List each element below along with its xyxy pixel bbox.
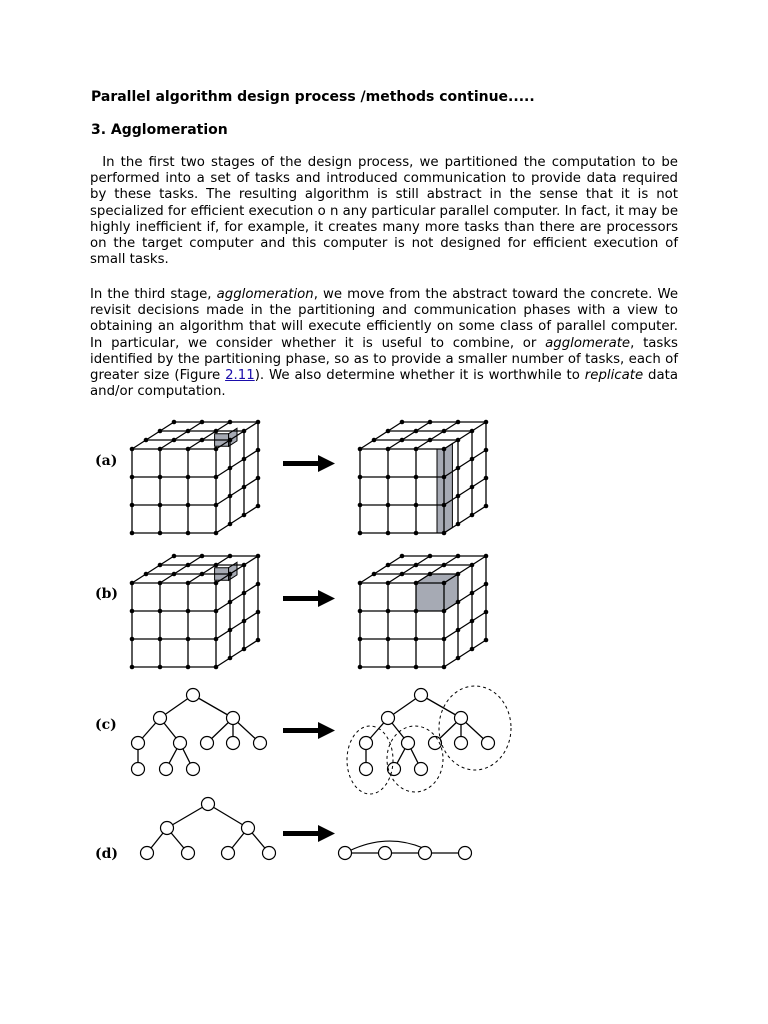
tree-node <box>202 798 215 811</box>
grid-node <box>484 504 489 509</box>
edge <box>216 496 230 505</box>
grid-node <box>186 563 191 568</box>
grid-node <box>186 429 191 434</box>
grid-node <box>214 475 219 480</box>
grid-node <box>386 609 391 614</box>
cube-b-left <box>130 554 261 670</box>
paragraph-text: In the third stage, <box>90 287 217 302</box>
figure-label-b: (b) <box>95 586 119 602</box>
arrow-right-icon <box>283 590 335 607</box>
grid-node <box>358 447 363 452</box>
grid-node <box>130 581 135 586</box>
edge <box>230 459 244 468</box>
grid-node <box>228 572 233 577</box>
grid-node <box>214 609 219 614</box>
paragraph-text: data and/or computation. <box>90 368 678 400</box>
grid-node <box>456 438 461 443</box>
grid-node <box>228 438 233 443</box>
grid-node <box>172 554 177 559</box>
cluster-outline <box>387 726 443 792</box>
grid-node <box>186 503 191 508</box>
grid-node <box>484 476 489 481</box>
grid-node <box>372 572 377 577</box>
grid-node <box>130 503 135 508</box>
tree-node <box>415 689 428 702</box>
grid-node <box>186 665 191 670</box>
figure-label-c: (c) <box>95 717 117 733</box>
edge <box>388 574 402 583</box>
edge <box>230 621 244 630</box>
tree-node <box>415 763 428 776</box>
grid-node <box>442 665 447 670</box>
grid-node <box>242 647 247 652</box>
shaded-block-front <box>416 583 444 611</box>
edge <box>416 422 430 431</box>
grid-node <box>256 504 261 509</box>
grid-node <box>442 581 447 586</box>
edge <box>188 422 202 431</box>
edge <box>472 450 486 459</box>
edge <box>458 487 472 496</box>
grid-node <box>228 466 233 471</box>
edge <box>244 478 258 487</box>
grid-node <box>428 420 433 425</box>
grid-node <box>200 420 205 425</box>
tree-node <box>419 847 432 860</box>
grid-node <box>414 637 419 642</box>
grid-node <box>256 554 261 559</box>
grid-node <box>228 628 233 633</box>
grid-node <box>256 582 261 587</box>
grid-node <box>214 581 219 586</box>
grid-node <box>484 582 489 587</box>
edge <box>388 440 402 449</box>
grid-node <box>386 503 391 508</box>
grid-node <box>186 581 191 586</box>
edge <box>216 630 230 639</box>
edge <box>360 440 374 449</box>
edge <box>388 556 402 565</box>
grid-node <box>400 420 405 425</box>
grid-node <box>130 637 135 642</box>
shaded-column-front <box>437 449 444 533</box>
grid-node <box>442 563 447 568</box>
term-agglomerate: agglomerate <box>545 335 631 351</box>
grid-node <box>130 665 135 670</box>
edge <box>216 422 230 431</box>
grid-node <box>386 531 391 536</box>
grid-node <box>130 531 135 536</box>
grid-node <box>256 476 261 481</box>
grid-node <box>214 429 219 434</box>
edge <box>416 440 430 449</box>
tree-node <box>254 737 267 750</box>
grid-node <box>414 581 419 586</box>
tree-node <box>187 763 200 776</box>
edge <box>160 440 174 449</box>
paragraph-intro: In the first two stages of the design process, we partitioned the computation to be performed into a set of tasks and introduced communication to provide data required by these tasks. The resulting algorithm is still abstract in the sense that it is not specialized for efficient execution o n any particular parallel computer. In fact, it may be highly inefficient if, for example, it creates many more tasks than there are processors on the target computer and this computer is not designed for efficient execution of small tasks. <box>90 155 683 268</box>
grid-node <box>214 447 219 452</box>
grid-node <box>228 656 233 661</box>
edge <box>146 431 160 440</box>
edge <box>458 515 472 524</box>
figure-label-a: (a) <box>95 453 118 469</box>
grid-node <box>130 609 135 614</box>
grid-node <box>386 665 391 670</box>
grid-node <box>144 438 149 443</box>
edge <box>444 422 458 431</box>
grid-node <box>358 609 363 614</box>
grid-node <box>158 447 163 452</box>
grid-node <box>256 638 261 643</box>
grid-node <box>386 447 391 452</box>
grid-node <box>400 572 405 577</box>
grid-node <box>442 531 447 536</box>
grid-node <box>158 503 163 508</box>
figure-label-d: (d) <box>95 846 119 862</box>
grid-node <box>158 637 163 642</box>
grid-node <box>414 563 419 568</box>
edge <box>244 422 258 431</box>
grid-node <box>456 628 461 633</box>
edge <box>160 556 174 565</box>
paragraph-text: , tasks identified by the partitioning phase, so as to provide a smaller number of tasks, each of greater size (Figure <box>90 335 678 384</box>
grid-node <box>484 610 489 615</box>
grid-node <box>200 438 205 443</box>
arrow-right-icon <box>283 825 335 842</box>
grid-node <box>172 438 177 443</box>
edge <box>430 431 444 440</box>
tree-node <box>459 847 472 860</box>
edge <box>402 565 416 574</box>
edge <box>472 422 486 431</box>
tree-node <box>141 847 154 860</box>
grid-node <box>214 503 219 508</box>
grid-node <box>158 665 163 670</box>
edge <box>160 574 174 583</box>
edge <box>472 640 486 649</box>
grid-node <box>186 637 191 642</box>
grid-node <box>242 429 247 434</box>
edge <box>216 602 230 611</box>
grid-node <box>414 429 419 434</box>
grid-node <box>228 600 233 605</box>
paragraph-text: ). We also determine whether it is worthwhile to <box>254 368 585 384</box>
tree-d-left <box>141 798 276 860</box>
edge <box>202 565 216 574</box>
edge <box>244 612 258 621</box>
grid-node <box>414 475 419 480</box>
edge <box>216 658 230 667</box>
tree-node <box>222 847 235 860</box>
grid-node <box>428 438 433 443</box>
edge <box>216 524 230 533</box>
edge <box>402 431 416 440</box>
tree-node <box>132 737 145 750</box>
grid-node <box>386 475 391 480</box>
edge <box>360 574 374 583</box>
edge <box>472 556 486 565</box>
grid-node <box>172 572 177 577</box>
tree-c-left <box>132 689 267 776</box>
grid-node <box>200 554 205 559</box>
tree-node <box>263 847 276 860</box>
tree-node <box>455 712 468 725</box>
edge <box>188 440 202 449</box>
grid-node <box>158 581 163 586</box>
grid-node <box>414 665 419 670</box>
grid-node <box>256 448 261 453</box>
grid-node <box>358 637 363 642</box>
edge <box>132 574 146 583</box>
grid-node <box>158 563 163 568</box>
edge <box>188 574 202 583</box>
tree-node <box>182 847 195 860</box>
cube-b-right <box>358 554 489 670</box>
grid-node <box>130 447 135 452</box>
grid-node <box>214 563 219 568</box>
edge <box>188 556 202 565</box>
grid-node <box>158 475 163 480</box>
grid-node <box>456 572 461 577</box>
grid-node <box>442 447 447 452</box>
edge <box>444 556 458 565</box>
tree-d-right <box>339 841 472 859</box>
grid-node <box>172 420 177 425</box>
grid-node <box>442 609 447 614</box>
grid-node <box>470 647 475 652</box>
grid-node <box>228 494 233 499</box>
term-replicate: replicate <box>584 368 644 384</box>
grid-node <box>256 420 261 425</box>
grid-node <box>214 531 219 536</box>
grid-node <box>400 554 405 559</box>
grid-node <box>186 609 191 614</box>
tree-node <box>174 737 187 750</box>
tree-node <box>161 822 174 835</box>
edge <box>244 506 258 515</box>
grid-node <box>484 420 489 425</box>
edge <box>216 468 230 477</box>
edge <box>174 565 188 574</box>
grid-node <box>358 475 363 480</box>
grid-node <box>200 572 205 577</box>
shaded-column-side <box>444 444 452 533</box>
edge <box>388 422 402 431</box>
tree-node <box>379 847 392 860</box>
edge <box>202 431 216 440</box>
grid-node <box>186 447 191 452</box>
grid-node <box>428 572 433 577</box>
grid-node <box>442 503 447 508</box>
grid-node <box>130 475 135 480</box>
grid-node <box>414 503 419 508</box>
grid-node <box>228 554 233 559</box>
grid-node <box>456 656 461 661</box>
edge <box>472 478 486 487</box>
grid-node <box>400 438 405 443</box>
edge <box>230 649 244 658</box>
edge <box>374 431 388 440</box>
edge <box>167 804 208 828</box>
grid-node <box>158 609 163 614</box>
grid-node <box>386 581 391 586</box>
grid-node <box>358 665 363 670</box>
grid-node <box>186 475 191 480</box>
grid-node <box>158 429 163 434</box>
edge <box>458 593 472 602</box>
grid-node <box>456 600 461 605</box>
grid-node <box>242 513 247 518</box>
tree-node <box>227 712 240 725</box>
grid-node <box>414 609 419 614</box>
tree-node <box>160 763 173 776</box>
edge <box>458 649 472 658</box>
grid-node <box>414 531 419 536</box>
edge <box>472 506 486 515</box>
tree-node <box>242 822 255 835</box>
edge <box>230 487 244 496</box>
grid-node <box>214 637 219 642</box>
edge <box>244 640 258 649</box>
edge <box>472 584 486 593</box>
grid-node <box>442 637 447 642</box>
grid-node <box>470 429 475 434</box>
grid-node <box>484 638 489 643</box>
arrow-right-icon <box>283 722 335 739</box>
edge <box>416 556 430 565</box>
edge <box>132 440 146 449</box>
page-heading: Parallel algorithm design process /methods continue..... <box>91 89 535 105</box>
edge <box>244 584 258 593</box>
paragraph-text: , we move from the abstract toward the concrete. We revisit decisions made in the partitioning and communication phases with a view to obtaining an algorithm that will execute efficiently on some class of parallel computer. In particular, we consider whether it is useful to combine, or <box>90 287 679 351</box>
grid-node <box>228 522 233 527</box>
tree-node <box>360 763 373 776</box>
edge <box>230 515 244 524</box>
tree-node <box>388 763 401 776</box>
tree-node <box>382 712 395 725</box>
term-agglomeration: agglomeration <box>216 287 314 302</box>
grid-node <box>456 554 461 559</box>
grid-node <box>372 438 377 443</box>
grid-node <box>186 531 191 536</box>
edge <box>244 450 258 459</box>
tree-node <box>402 737 415 750</box>
grid-node <box>358 581 363 586</box>
grid-node <box>414 447 419 452</box>
grid-node <box>386 563 391 568</box>
figure-link[interactable]: 2.11 <box>225 368 255 384</box>
grid-node <box>456 494 461 499</box>
grid-node <box>144 572 149 577</box>
tree-node <box>187 689 200 702</box>
tree-node <box>360 737 373 750</box>
tree-c-right <box>347 686 511 794</box>
edge <box>244 556 258 565</box>
tree-node <box>455 737 468 750</box>
grid-node <box>456 420 461 425</box>
tree-node <box>482 737 495 750</box>
grid-node <box>442 475 447 480</box>
edge <box>444 658 458 667</box>
edge <box>458 431 472 440</box>
grid-node <box>242 457 247 462</box>
tree-node <box>227 737 240 750</box>
grid-node <box>442 429 447 434</box>
edge <box>430 565 444 574</box>
edge <box>374 565 388 574</box>
edge <box>458 459 472 468</box>
grid-node <box>358 503 363 508</box>
edge <box>146 565 160 574</box>
edge <box>230 593 244 602</box>
grid-node <box>214 665 219 670</box>
tree-node <box>201 737 214 750</box>
grid-node <box>470 513 475 518</box>
grid-node <box>470 457 475 462</box>
edge <box>472 612 486 621</box>
grid-node <box>470 591 475 596</box>
grid-node <box>456 466 461 471</box>
grid-node <box>456 522 461 527</box>
grid-node <box>386 637 391 642</box>
tree-node <box>154 712 167 725</box>
arrow-right-icon <box>283 455 335 472</box>
edge <box>458 565 472 574</box>
edge <box>458 621 472 630</box>
grid-node <box>242 619 247 624</box>
grid-node <box>256 610 261 615</box>
edge <box>174 431 188 440</box>
cluster-outline <box>347 726 393 794</box>
tree-node <box>132 763 145 776</box>
grid-node <box>484 448 489 453</box>
cube-a-right <box>358 420 489 536</box>
grid-node <box>470 619 475 624</box>
edge <box>444 630 458 639</box>
grid-node <box>386 429 391 434</box>
grid-node <box>228 420 233 425</box>
cube-a-left <box>130 420 261 536</box>
grid-node <box>242 563 247 568</box>
grid-node <box>470 485 475 490</box>
grid-node <box>470 563 475 568</box>
grid-node <box>242 485 247 490</box>
section-title: 3. Agglomeration <box>91 122 228 138</box>
grid-node <box>358 531 363 536</box>
edge <box>160 422 174 431</box>
grid-node <box>158 531 163 536</box>
grid-node <box>242 591 247 596</box>
edge <box>216 556 230 565</box>
grid-node <box>428 554 433 559</box>
grid-node <box>484 554 489 559</box>
tree-node <box>339 847 352 860</box>
